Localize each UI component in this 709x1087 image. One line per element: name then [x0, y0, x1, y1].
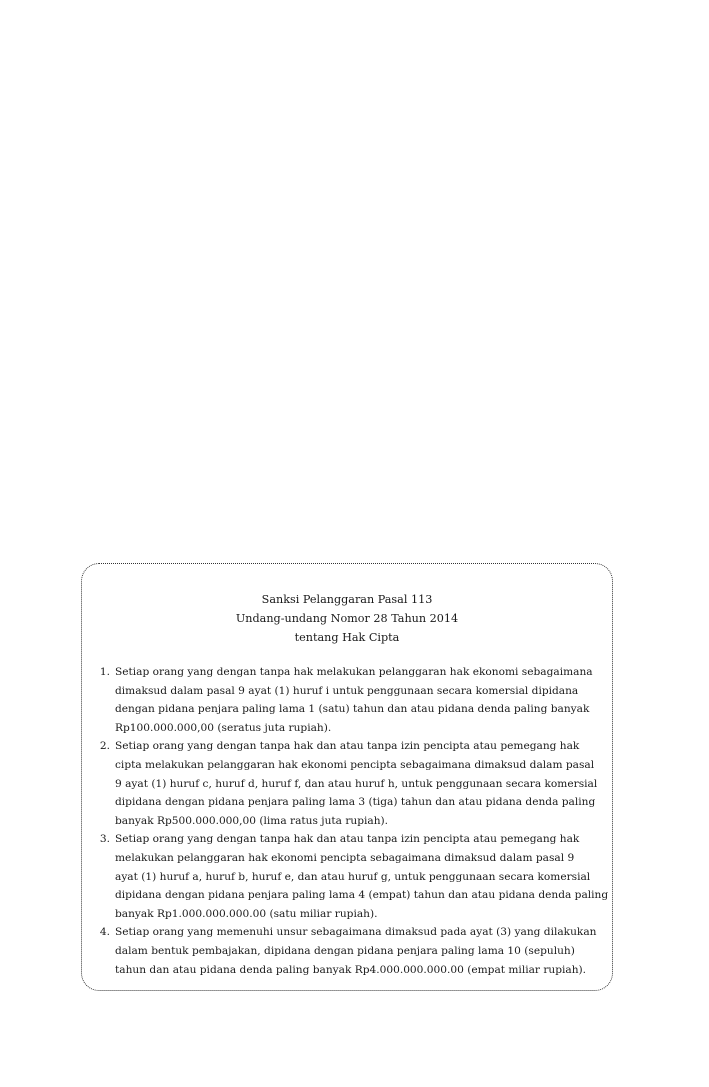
item-text-line: Rp100.000.000,00 (seratus juta rupiah). — [115, 721, 332, 734]
item-text-line: dengan pidana penjara paling lama 1 (satu) tahun dan atau pidana denda paling banyak — [115, 703, 590, 716]
item-text-line: Setiap orang yang memenuhi unsur sebagaimana dimaksud pada ayat (3) yang dilakukan — [115, 926, 597, 939]
item-text-line: melakukan pelanggaran hak ekonomi pencipta sebagaimana dimaksud dalam pasal 9 — [115, 851, 575, 864]
notice-title: Sanksi Pelanggaran Pasal 113 — [261, 593, 433, 606]
item-number: 3. — [99, 833, 110, 846]
item-text-line: dipidana dengan pidana penjara paling lama 3 (tiga) tahun dan atau pidana denda paling — [115, 796, 596, 809]
item-number: 1. — [99, 666, 110, 678]
item-text-line: 9 ayat (1) huruf c, huruf d, huruf f, dan atau huruf h, untuk penggunaan secara komersial — [115, 777, 598, 790]
sanction-item-4 — [82, 923, 614, 979]
item-number: 2. — [99, 740, 110, 753]
item-text-line: Setiap orang yang dengan tanpa hak dan atau tanpa izin pencipta atau pemegang hak — [115, 833, 580, 846]
item-number: 4. — [99, 926, 110, 939]
item-text-line: dipidana dengan pidana penjara paling lama 4 (empat) tahun dan atau pidana denda paling — [115, 889, 609, 902]
item-text-line: cipta melakukan pelanggaran hak ekonomi pencipta sebagaimana dimaksud dalam pasal — [115, 758, 595, 771]
sanction-list — [82, 663, 614, 979]
item-text-line: Setiap orang yang dengan tanpa hak melakukan pelanggaran hak ekonomi sebagaimana — [115, 666, 593, 678]
copyright-sanction-notice — [81, 563, 613, 991]
item-text-line: Setiap orang yang dengan tanpa hak dan atau tanpa izin pencipta atau pemegang hak — [115, 740, 580, 753]
item-text-line: ayat (1) huruf a, huruf b, huruf e, dan atau huruf g, untuk penggunaan secara komersial — [115, 870, 591, 883]
item-text-line: banyak Rp1.000.000.000.00 (satu miliar rupiah). — [115, 907, 378, 920]
item-text-line: banyak Rp500.000.000,00 (lima ratus juta rupiah). — [115, 814, 389, 827]
notice-subject: tentang Hak Cipta — [294, 631, 400, 644]
notice-law-reference: Undang-undang Nomor 28 Tahun 2014 — [235, 612, 459, 625]
item-text-line: tahun dan atau pidana denda paling banyak Rp4.000.000.000.00 (empat miliar rupiah). — [115, 963, 587, 976]
item-text-line: dimaksud dalam pasal 9 ayat (1) huruf i untuk penggunaan secara komersial dipidana — [115, 684, 579, 697]
sanction-item-2 — [82, 737, 614, 830]
item-text-line: dalam bentuk pembajakan, dipidana dengan pidana penjara paling lama 10 (sepuluh) — [115, 944, 575, 957]
notice-heading — [82, 590, 612, 647]
sanction-item-1 — [82, 663, 614, 737]
sanction-item-3 — [82, 830, 614, 923]
